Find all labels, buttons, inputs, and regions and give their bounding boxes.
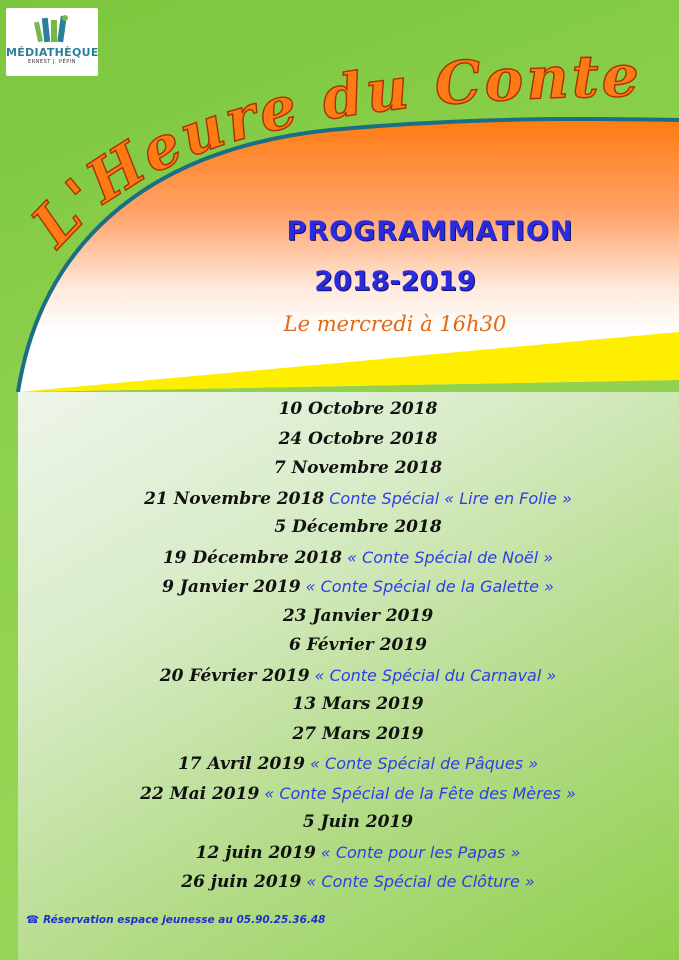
schedule-date: 24 Octobre 2018 xyxy=(278,428,438,449)
schedule-date: 21 Novembre 2018 xyxy=(144,488,325,509)
schedule-date: 19 Décembre 2018 xyxy=(162,547,342,568)
schedule-row xyxy=(0,779,679,809)
schedule-row xyxy=(0,484,679,514)
schedule-event: « Conte Spécial de Clôture » xyxy=(301,872,535,891)
schedule-row xyxy=(0,602,679,632)
schedule-date: 12 juin 2019 xyxy=(195,842,316,863)
phone-icon: ☎ xyxy=(26,914,40,926)
schedule-date: 20 Février 2019 xyxy=(159,665,310,686)
schedule-row xyxy=(0,572,679,602)
schedule-event: « Conte Spécial du Carnaval » xyxy=(309,665,557,685)
schedule-row xyxy=(0,808,679,838)
schedule-event: « Conte Spécial de Noël » xyxy=(342,547,554,567)
schedule-row xyxy=(0,513,679,543)
logo-subtitle: ERNEST J. PÉPIN xyxy=(28,59,76,65)
schedule-row xyxy=(0,867,679,897)
schedule-date: 6 Février 2019 xyxy=(288,635,427,655)
schedule-event: Conte Spécial « Lire en Folie » xyxy=(324,488,572,508)
logo-name: MÉDIATHÈQUE xyxy=(6,46,99,59)
schedule-date: 5 Juin 2019 xyxy=(302,812,414,832)
schedule-date: 23 Janvier 2019 xyxy=(282,605,434,626)
reservation-text: Réservation espace jeunesse au 05.90.25.36.48 xyxy=(43,914,326,926)
schedule-row xyxy=(0,661,679,691)
schedule-date: 26 juin 2019 xyxy=(181,872,302,892)
schedule-event: « Conte pour les Papas » xyxy=(315,842,521,862)
schedule-row xyxy=(0,720,679,750)
schedule-date: 22 Mai 2019 xyxy=(140,783,260,804)
schedule-date: 7 Novembre 2018 xyxy=(273,458,443,478)
schedule-row xyxy=(0,749,679,779)
programmation-heading: PROGRAMMATION xyxy=(286,216,574,247)
schedule-row xyxy=(0,543,679,573)
reservation-footer xyxy=(26,914,326,926)
schedule-event: « Conte Spécial de la Galette » xyxy=(300,577,554,596)
schedule-row xyxy=(0,454,679,484)
schedule-row xyxy=(0,395,679,425)
title-text: L'Heure du Conte xyxy=(18,41,643,260)
schedule-date: 13 Mars 2019 xyxy=(292,694,424,714)
day-time: Le mercredi à 16h30 xyxy=(283,312,507,336)
schedule-row xyxy=(0,631,679,661)
schedule-list xyxy=(0,395,679,897)
schedule-date: 27 Mars 2019 xyxy=(292,723,424,744)
schedule-date: 9 Janvier 2019 xyxy=(162,577,301,597)
schedule-date: 5 Décembre 2018 xyxy=(274,517,442,537)
schedule-row xyxy=(0,838,679,868)
schedule-event: « Conte Spécial de la Fête des Mères » xyxy=(259,783,576,803)
schedule-date: 10 Octobre 2018 xyxy=(278,399,438,419)
schedule-date: 17 Avril 2019 xyxy=(177,754,305,774)
schedule-row xyxy=(0,690,679,720)
schedule-event: « Conte Spécial de Pâques » xyxy=(305,754,539,773)
season-years: 2018-2019 xyxy=(314,266,476,297)
schedule-row xyxy=(0,425,679,455)
